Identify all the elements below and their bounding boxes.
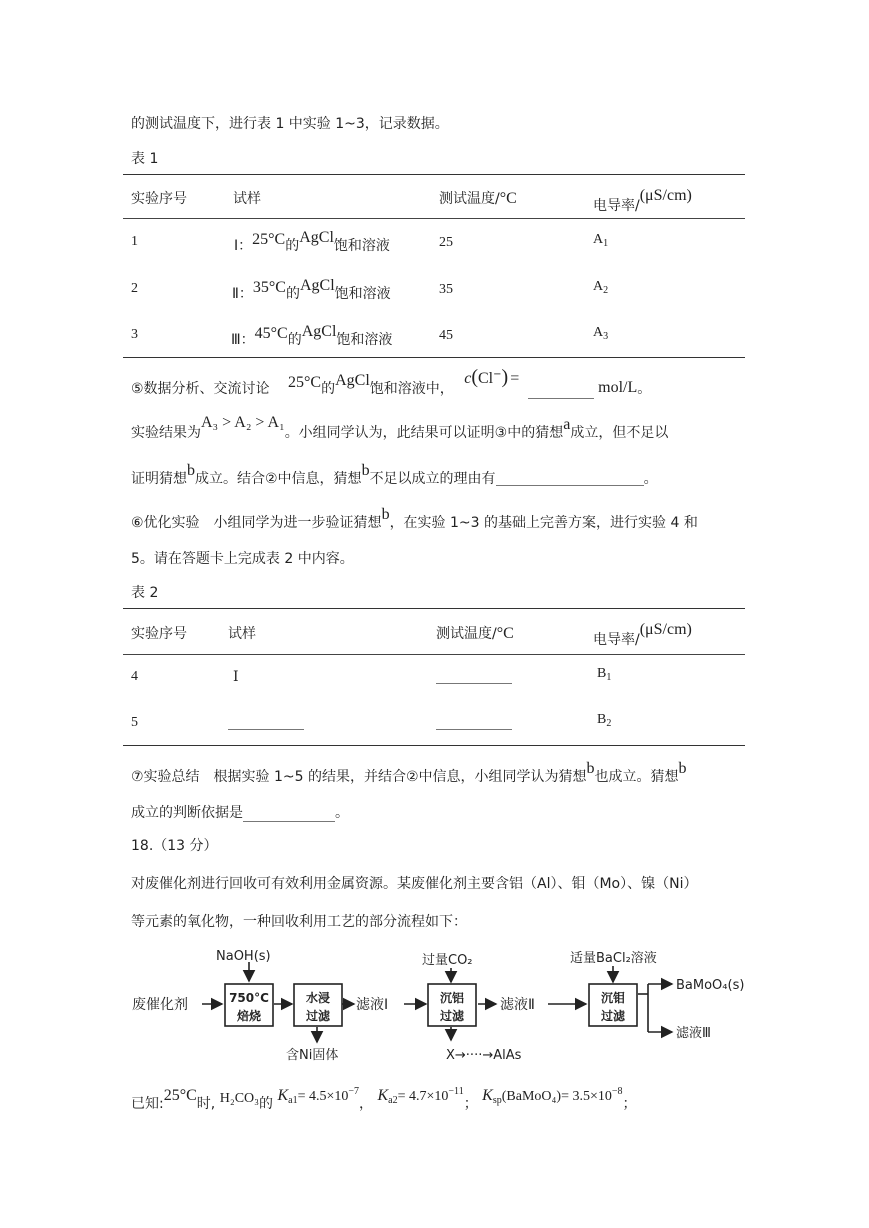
flow-box4-bottom: 过滤 xyxy=(600,1009,626,1023)
row4-sample: Ⅰ xyxy=(233,670,239,685)
known-line: 已知:25°C时, H₂CO₃的 $K_{a1}= 4.5\times 10^{-7}$， $K_{a2}= 4.7\times 10^{-11}$； $K_{sp}(BaMoO_4)= 3.5\times 10^{-8}$； xyxy=(131,1086,637,1112)
table2-bottom-rule xyxy=(123,745,745,746)
flow-box2-top: 水浸 xyxy=(305,991,331,1005)
intro-line: 的测试温度下，进行表 1 中实验 1~3，记录数据。 xyxy=(131,116,449,132)
row3-temp: 45 xyxy=(439,328,453,343)
row4-cond: $B_1$ xyxy=(597,666,612,683)
flow-box3-bottom: 过滤 xyxy=(439,1009,465,1023)
row1-temp: 25 xyxy=(439,235,453,250)
table1-bottom-rule xyxy=(123,357,745,358)
table1-top-rule xyxy=(123,174,745,175)
para-result-line1: 实验结果为A₃ > A₂ > A₁。小组同学认为，此结果可以证明③中的猜想a成立，但不足以 xyxy=(131,414,669,441)
row5-sample-blank[interactable] xyxy=(228,714,304,730)
row2-no: 2 xyxy=(131,281,138,296)
row1-cond: $A_1$ xyxy=(593,232,609,249)
row3-no: 3 xyxy=(131,327,138,342)
flow-filtrate3: 滤液Ⅲ xyxy=(676,1026,711,1041)
q18-line1: 对废催化剂进行回收可有效利用金属资源。某废催化剂主要含铝（Al）、钼（Mo）、镍（Ni） xyxy=(131,876,698,892)
flow-reagent2: 过量CO₂ xyxy=(422,953,473,968)
para-result-line2: 证明猜想b成立。结合②中信息，猜想b不足以成立的理由有 。 xyxy=(131,462,658,487)
row1-sample: Ⅰ：25°C的AgCl饱和溶液 xyxy=(234,229,390,254)
q18-line2: 等元素的氧化物，一种回收利用工艺的部分流程如下： xyxy=(131,914,467,930)
flow-box2-bottom: 过滤 xyxy=(305,1009,331,1023)
answer-blank-basis[interactable] xyxy=(243,807,335,822)
para5: ⑤数据分析、交流讨论 25°C的AgCl饱和溶液中， c(Cl−) = mol/L。 xyxy=(131,366,652,397)
answer-blank-reason[interactable] xyxy=(496,471,644,486)
row2-temp: 35 xyxy=(439,282,453,297)
table2-header-cond: 电导率/(μS/cm) xyxy=(593,621,692,648)
table1-header-cond: 电导率/(μS/cm) xyxy=(593,187,692,214)
table2-header-rule xyxy=(123,654,745,655)
flow-product3: X→····→AlAs xyxy=(446,1048,522,1063)
flow-filtrate1: 滤液Ⅰ xyxy=(356,997,389,1013)
table1-header-rule xyxy=(123,218,745,219)
flow-filtrate2: 滤液Ⅱ xyxy=(500,997,535,1013)
flow-reagent1: NaOH(s) xyxy=(216,949,271,964)
row5-temp-blank[interactable] xyxy=(436,714,512,730)
flow-box4-top: 沉钼 xyxy=(600,991,626,1005)
para7-line1: ⑦实验总结 根据实验 1~5 的结果，并结合②中信息，小组同学认为猜想b也成立。猜想b xyxy=(131,760,687,785)
table1-header-no: 实验序号 xyxy=(131,191,187,207)
row2-sample: Ⅱ：35°C的AgCl饱和溶液 xyxy=(232,277,391,302)
flow-box3-top: 沉铝 xyxy=(439,991,465,1005)
flow-start: 废催化剂 xyxy=(132,997,188,1013)
q18-title: 18.（13 分） xyxy=(131,838,218,854)
answer-blank-c[interactable] xyxy=(528,384,594,399)
table2-top-rule xyxy=(123,608,745,609)
para6-line1: ⑥优化实验 小组同学为进一步验证猜想b，在实验 1~3 的基础上完善方案，进行实验 4 和 xyxy=(131,506,698,531)
table2-header-temp: 测试温度/°C xyxy=(436,625,514,642)
table1-header-sample: 试样 xyxy=(233,191,261,207)
flow-box1-top: 750°C xyxy=(229,991,269,1005)
para7-line2: 成立的判断依据是 。 xyxy=(131,805,349,821)
table2-caption: 表 2 xyxy=(131,585,159,601)
flow-product4: BaMoO₄(s) xyxy=(676,978,745,993)
row2-cond: $A_2$ xyxy=(593,279,609,296)
table1-header-temp: 测试温度/°C xyxy=(439,190,517,207)
row3-cond: $A_3$ xyxy=(593,325,609,342)
row3-sample: Ⅲ：45°C的AgCl饱和溶液 xyxy=(231,323,393,348)
table1-caption: 表 1 xyxy=(131,151,159,167)
row5-cond: $B_2$ xyxy=(597,712,612,729)
row1-no: 1 xyxy=(131,234,138,249)
row4-no: 4 xyxy=(131,669,138,684)
table2-header-no: 实验序号 xyxy=(131,626,187,642)
flow-byproduct2: 含Ni固体 xyxy=(286,1048,339,1063)
process-flow-diagram xyxy=(128,944,758,1072)
row5-no: 5 xyxy=(131,715,138,730)
row4-temp-blank[interactable] xyxy=(436,668,512,684)
flow-box1-bottom: 焙烧 xyxy=(236,1009,262,1023)
flow-reagent3: 适量BaCl₂溶液 xyxy=(570,951,657,966)
para6-line2: 5。请在答题卡上完成表 2 中内容。 xyxy=(131,551,354,567)
table2-header-sample: 试样 xyxy=(228,626,256,642)
